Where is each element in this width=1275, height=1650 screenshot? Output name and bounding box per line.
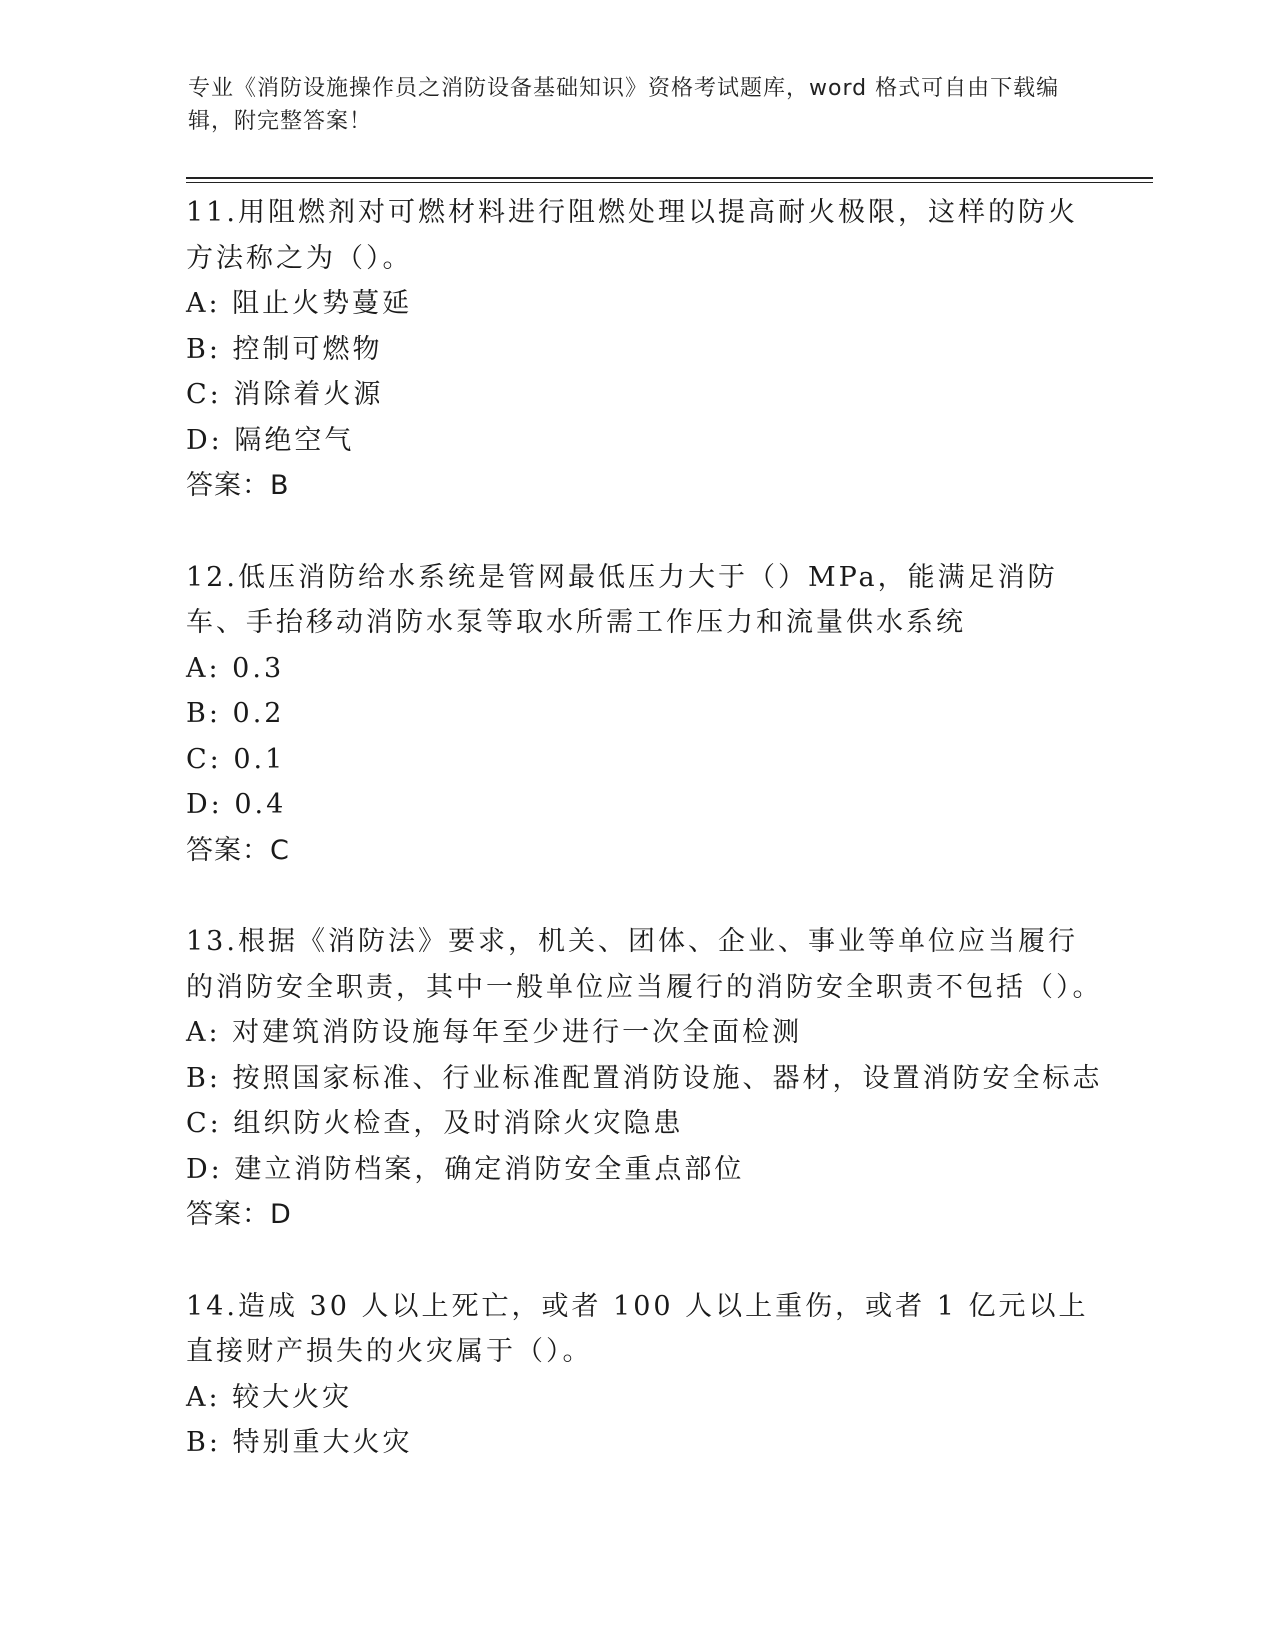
option-a: A: 对建筑消防设施每年至少进行一次全面检测 [186,1017,803,1048]
option-b: B: 特别重大火灾 [186,1427,413,1458]
option-b: B: 控制可燃物 [186,333,383,365]
question-stem: 14.造成 30 人以上死亡，或者 100 人以上重伤，或者 1 亿元以上直接财产损失的火灾属于（）。 [186,1290,1089,1367]
option-a: A: 0.3 [186,652,285,684]
option-b: B: 0.2 [186,698,285,729]
page-header: 专业《消防设施操作员之消防设备基础知识》资格考试题库，word 格式可自由下载编辑，附完整答案！ [188,76,1060,134]
question-stem: 13.根据《消防法》要求，机关、团体、企业、事业等单位应当履行的消防安全职责，其中一般单位应当履行的消防安全职责不包括（）。 [186,926,1103,1003]
question-stem: 12.低压消防给水系统是管网最低压力大于（）MPa，能满足消防车、手抬移动消防水泵等取水所需工作压力和流量供水系统 [186,561,1058,638]
option-c: C: 0.1 [186,743,286,775]
question-14 [186,1284,1106,1466]
question-13 [186,919,1106,1238]
question-12 [186,555,1106,874]
option-a: A: 阻止火势蔓延 [186,288,413,319]
option-d: D: 隔绝空气 [186,424,355,456]
option-d: D: 建立消防档案，确定消防安全重点部位 [186,1153,745,1185]
option-d: D: 0.4 [186,789,287,820]
answer-line: 答案：D [186,1199,292,1230]
answer-line: 答案：B [186,470,290,501]
question-list [186,190,1106,1512]
option-c: C: 消除着火源 [186,379,384,410]
option-c: C: 组织防火检查，及时消除火灾隐患 [186,1108,684,1139]
header-divider [186,177,1153,183]
question-11 [186,190,1106,509]
question-stem: 11.用阻燃剂对可燃材料进行阻燃处理以提高耐火极限，这样的防火方法称之为（）。 [186,197,1078,274]
answer-line: 答案：C [186,834,290,866]
option-b: B: 按照国家标准、行业标准配置消防设施、器材，设置消防安全标志 [186,1062,1103,1094]
option-a: A: 较大火灾 [186,1381,353,1413]
